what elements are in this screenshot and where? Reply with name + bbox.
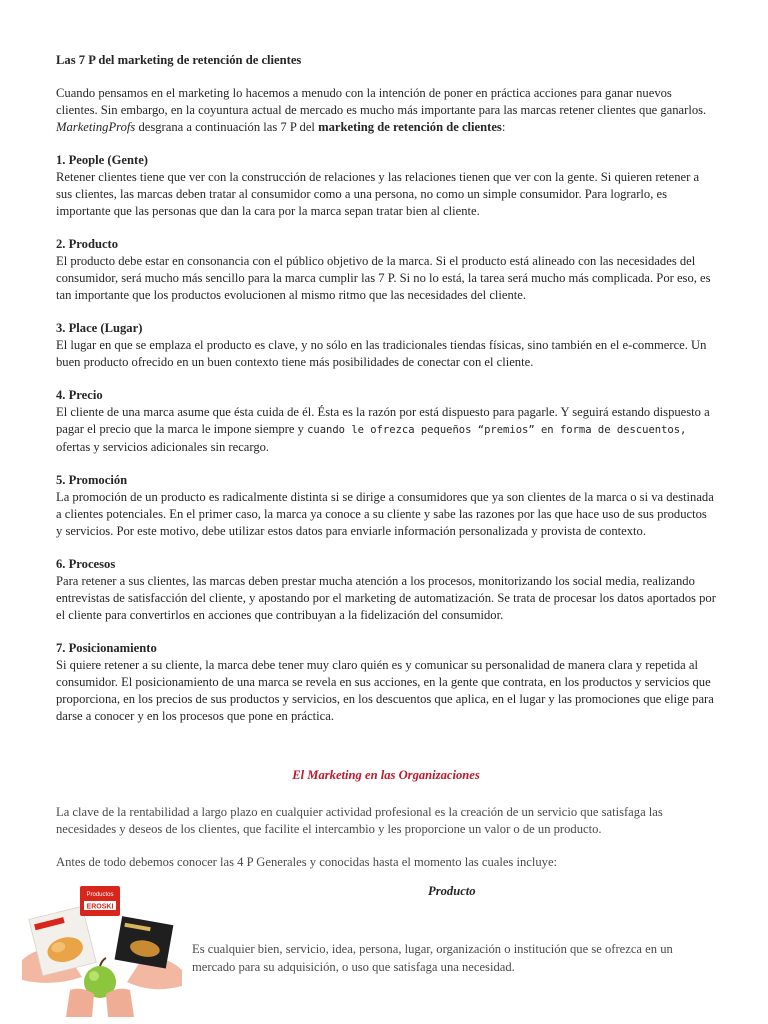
precio-text-b: ofertas y servicios adicionales sin recargo.	[56, 440, 270, 454]
intro-text-2: desgrana a continuación las 7 P del	[135, 120, 319, 134]
section-producto	[56, 236, 716, 304]
article-title: Las 7 P del marketing de retención de clientes	[56, 53, 302, 67]
section-body	[56, 404, 716, 456]
precio-text-a: El cliente de una marca asume que ésta cuida de él. Ésta es la razón por está dispuesto para pagarle. Y seguirá estando dispuesto a pagar el precio que la marca le impone siempre y	[56, 405, 710, 436]
section-body: La promoción de un producto es radicalmente distinta si se dirige a consumidores que ya son clientes de la marca o si va destinada a clientes potenciales. En el primer caso, la marca ya conoce a su cliente y sabe las razones por las que hace uso de sus productos y servicios. Por este motivo, debe utilizar estos datos para enviarle información personalizada y provista de contexto.	[56, 490, 714, 538]
document-page	[56, 52, 716, 887]
section-heading: 7. Posicionamiento	[56, 641, 157, 655]
section-posicionamiento	[56, 640, 716, 725]
product-image	[22, 882, 182, 1017]
section-heading: 4. Precio	[56, 388, 103, 402]
intro-source: MarketingProfs	[56, 120, 136, 134]
intro-paragraph	[56, 85, 716, 136]
section-place	[56, 320, 716, 371]
section-body: Para retener a sus clientes, las marcas deben prestar mucha atención a los procesos, monitorizando los social media, realizando entrevistas de satisfacción del cliente, y apostando por el marketing de automatización. Se trata de procesar los datos aportados por el cliente para convertirlos en acciones que contribuyan a la fidelización del consumidor.	[56, 574, 716, 622]
section-procesos	[56, 556, 716, 624]
section-body: El lugar en que se emplaza el producto es clave, y no sólo en las tradicionales tiendas físicas, sino también en el e-commerce. Un buen producto ofrecido en un buen contexto tiene más posibilidades de conectar con el cliente.	[56, 338, 707, 369]
section-body: Retener clientes tiene que ver con la construcción de relaciones y las relaciones tienen que ver con la gente. Si quieren retener a sus clientes, las marcas deben tratar al consumidor como a una persona, no como un simple consumidor. Para lograrlo, es importante que las personas que dan la cara por la marca sepan tratar bien al cliente.	[56, 170, 700, 218]
product-illustration	[22, 882, 182, 1017]
section-heading: 6. Procesos	[56, 557, 116, 571]
section-heading: 1. People (Gente)	[56, 153, 148, 167]
organizations-paragraph-1: La clave de la rentabilidad a largo plazo en cualquier actividad profesional es la creación de un servicio que satisfaga las necesidades y deseos de los clientes, que facilite el intercambio y les proporcione un valor o de un producto.	[56, 805, 663, 836]
section-heading: 2. Producto	[56, 237, 119, 251]
section-body: Si quiere retener a su cliente, la marca debe tener muy claro quién es y comunicar su personalidad de manera clara y repetida al consumidor. El posicionamiento de una marca se revela en sus acciones, en la gente que contrata, en los productos y servicios que proporciona, en los precios de sus productos y servicios, en los descuentos que aplica, en el lugar y las promociones que elige para darse a conocer y en los procesos que pone en práctica.	[56, 658, 714, 723]
section-people	[56, 152, 716, 220]
section-heading: 3. Place (Lugar)	[56, 321, 143, 335]
intro-text-3: :	[501, 120, 506, 134]
section-promocion	[56, 472, 716, 540]
product-heading: Producto	[428, 884, 476, 898]
svg-text:EROSKI: EROSKI	[86, 903, 114, 911]
precio-text-mono: cuando le ofrezca pequeños “premios” en forma de descuentos,	[307, 424, 687, 436]
svg-text:Productos: Productos	[86, 892, 114, 898]
section-heading: 5. Promoción	[56, 473, 128, 487]
section-precio	[56, 387, 716, 456]
intro-text-1: Cuando pensamos en el marketing lo hacemos a menudo con la intención de poner en práctica acciones para ganar nuevos clientes. Sin embargo, en la coyuntura actual de mercado es mucho más importante para las marcas retener clientes que ganarlos.	[56, 86, 707, 117]
intro-highlight: marketing de retención de clientes	[318, 120, 502, 134]
section-body: El producto debe estar en consonancia con el público objetivo de la marca. Si el producto está alineado con las necesidades del consumidor, será mucho más sencillo para la marca cumplir las 7 P. Si no lo está, la tarea será mucho más complicada. Por eso, es tan importante que los productos evolucionen al mismo ritmo que las necesidades del cliente.	[56, 254, 711, 302]
organizations-title: El Marketing en las Organizaciones	[292, 768, 480, 782]
product-description: Es cualquier bien, servicio, idea, persona, lugar, organización o institución que se ofrezca en un mercado para su adquisición, o uso que satisfaga una necesidad.	[192, 942, 673, 974]
organizations-paragraph-2: Antes de todo debemos conocer las 4 P Generales y conocidas hasta el momento las cuales incluye:	[56, 855, 558, 869]
brand-logo	[80, 886, 120, 916]
